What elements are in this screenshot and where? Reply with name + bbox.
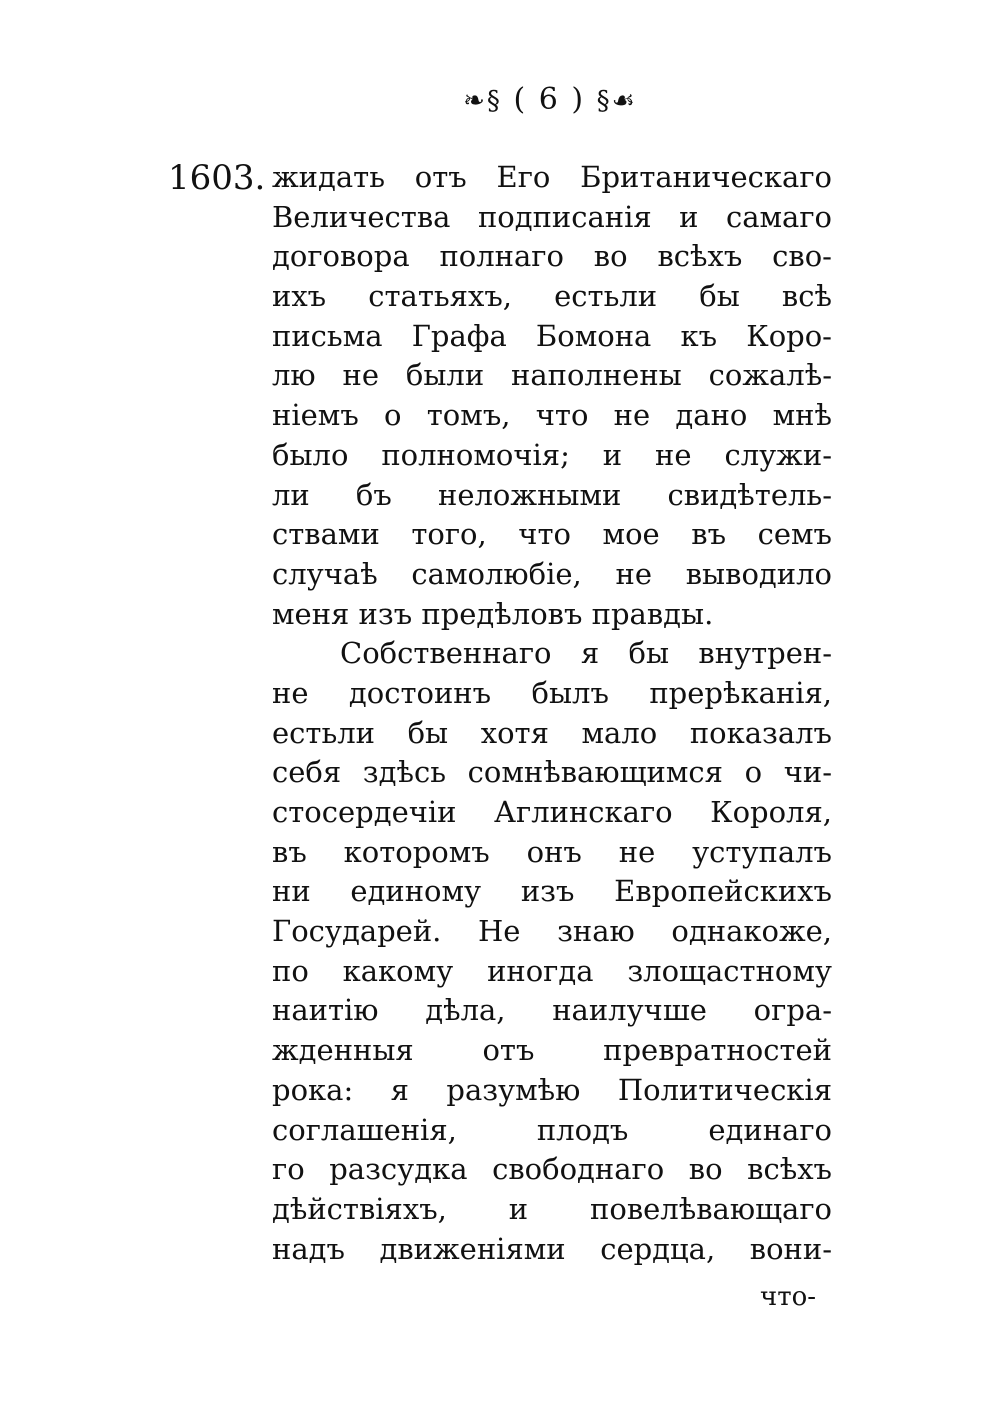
text-line: ствами того, что мое въ семъ xyxy=(272,517,832,552)
text-line: лю не были наполнены сожалѣ- xyxy=(272,358,832,393)
text-line: естьли бы хотя мало показалъ xyxy=(272,715,832,750)
text-line: Государей. Не знаю однакоже, xyxy=(272,914,832,949)
text-line: Собственнаго я бы внутрен- xyxy=(340,636,832,671)
text-line: ніемъ о томъ, что не дано мнѣ xyxy=(272,398,832,433)
text-line: меня изъ предѣловъ правды. xyxy=(272,596,714,631)
text-line: случаѣ самолюбіе, не выводило xyxy=(272,556,832,591)
text-line: письма Графа Бомона къ Коро- xyxy=(272,318,832,353)
body-text xyxy=(272,158,832,1269)
page-header xyxy=(440,82,660,117)
text-line: соглашенія, плодъ единаго xyxy=(272,1112,832,1147)
text-line: го разсудка свободнаго во всѣхъ xyxy=(272,1152,832,1187)
margin-year: 1603. xyxy=(168,158,266,198)
text-line: было полномочія; и не служи- xyxy=(272,437,832,472)
text-line: рока: я разумѣю Политическія xyxy=(272,1072,832,1107)
text-line: наитію дѣла, наилучше огра- xyxy=(272,993,832,1028)
text-line: жидать отъ Его Британическаго xyxy=(272,160,832,194)
text-line: по какому иногда злощастному xyxy=(272,953,832,988)
text-line: дѣйствіяхъ, и повелѣвающаго xyxy=(272,1191,832,1226)
text-line: договора полнаго во всѣхъ сво- xyxy=(272,239,832,274)
text-line: Величества подписанія и самаго xyxy=(272,199,832,234)
text-line: въ которомъ онъ не уступалъ xyxy=(272,834,832,869)
text-line: ихъ статьяхъ, естьли бы всѣ xyxy=(272,279,832,314)
ornament-left-icon: ❧§ xyxy=(463,86,502,116)
text-line: жденныя отъ превратностей xyxy=(272,1033,832,1068)
text-line: ли бъ неложными свидѣтель- xyxy=(272,477,832,512)
ornament-right-icon: §☙ xyxy=(596,86,637,116)
text-line: надъ движеніями сердца, вони- xyxy=(272,1231,832,1266)
text-line: не достоинъ былъ прерѣканія, xyxy=(272,675,832,710)
catchword: что- xyxy=(760,1282,817,1312)
text-line: ни единому изъ Европейскихъ xyxy=(272,874,832,909)
text-line: себя здѣсь сомнѣвающимся о чи- xyxy=(272,755,832,790)
text-line: стосердечіи Аглинскаго Короля, xyxy=(272,795,832,829)
page-number: ( 6 ) xyxy=(513,82,586,117)
